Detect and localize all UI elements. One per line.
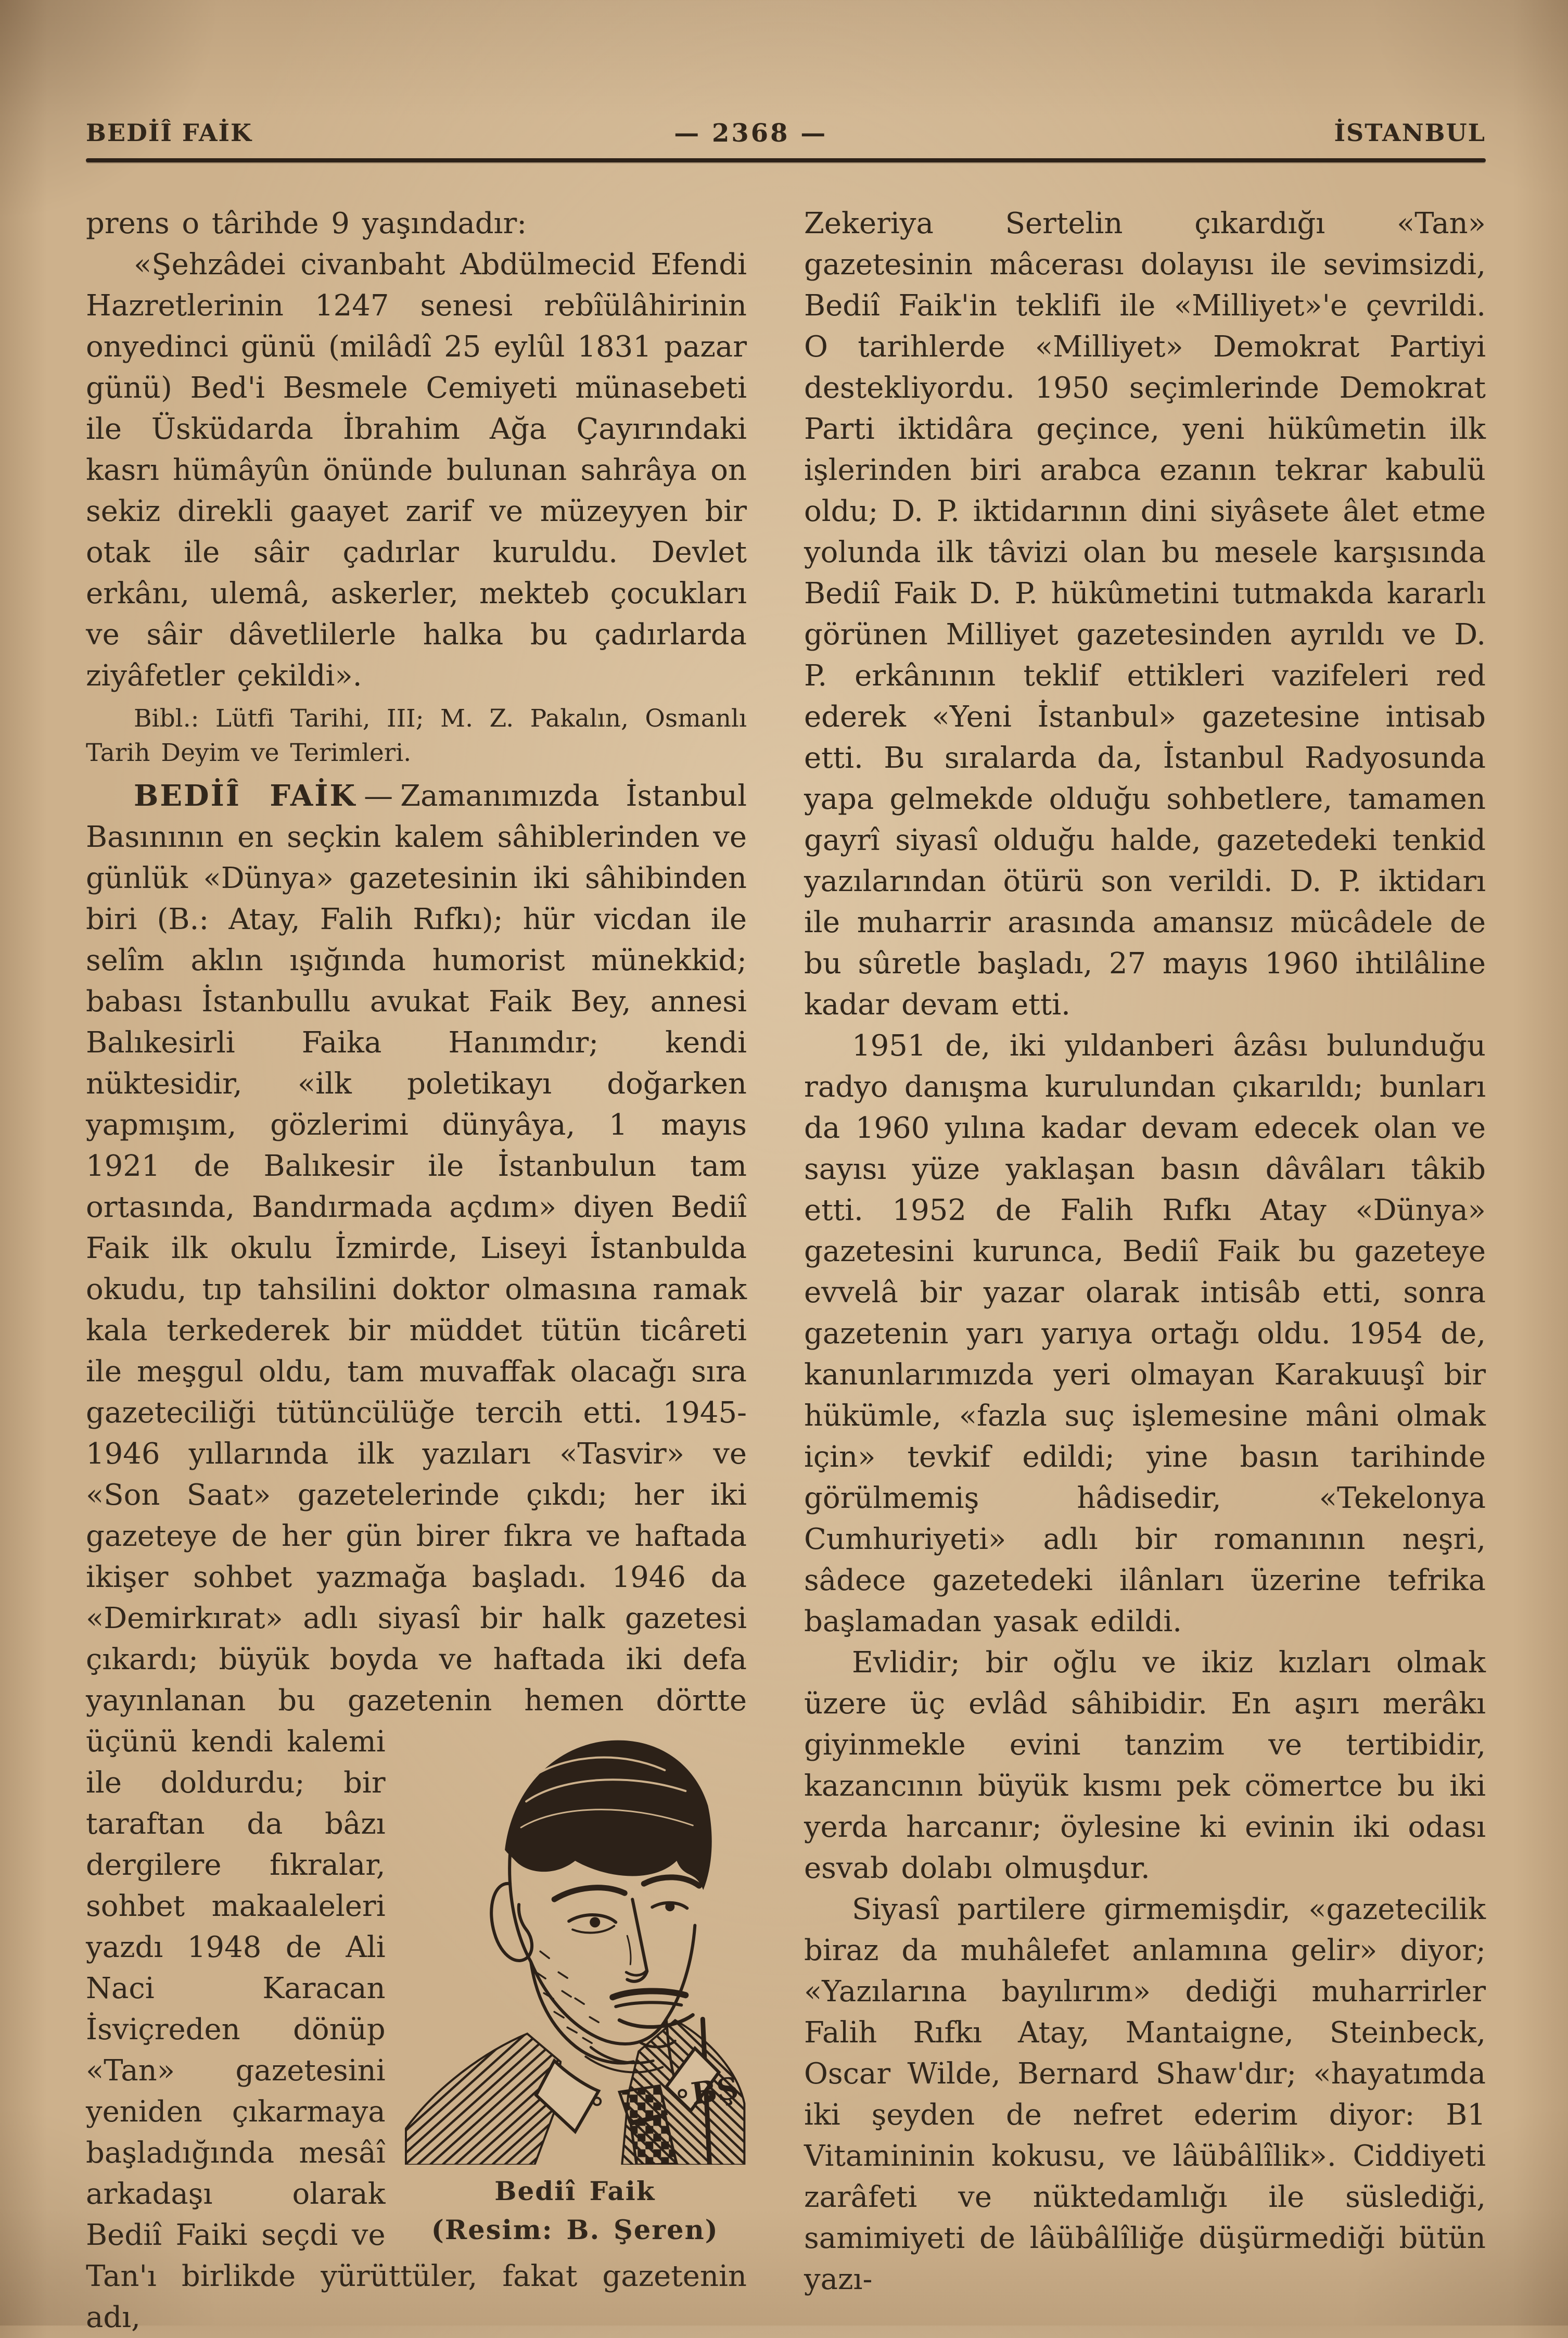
entry-dash: —	[364, 779, 393, 813]
entry-text-part2: kendi kalemi ile doldurdu; bir taraftan da bâzı dergilere fıkralar, sohbet makaaleleri yazdı 1948 de Ali Naci Karacan İsviçreden dönüp «Tan» gazetesini yeniden çıkarmaya başladığında mesâî arkadaşı olarak Bediî Faiki seçdi ve Tan'ı birlikde yürüttüler, fakat gazetenin adı,	[86, 1725, 747, 2334]
paragraph: Siyasî partilere girmemişdir, «gazetecilik biraz da muhâlefet anlamına gelir» diyor; «Yazılarına bayılırım» dediği muharrirler Falih Rıfkı Atay, Mantaigne, Steinbeck, Oscar Wilde, Bernard Shaw'dır; «hayatımda iki şeyden de nefret ederim diyor: B1 Vitamininin kokusu, ve lâübâlîlik». Ciddiyeti zarâfeti ve nüktedamlığı ile süslediği, samimiyeti de lâübâlîliğe düşürmediği bütün yazı-	[804, 1892, 1486, 2296]
column-left	[86, 203, 747, 2338]
paragraph: 1951 de, iki yıldanberi âzâsı bulunduğu radyo danışma kurulundan çıkarıldı; bunları da 1960 yılına kadar devam edecek olan ve sayısı yüze yaklaşan basın dâvâları tâkib etti. 1952 de Falih Rıfkı Atay «Dünya» gazetesini kurunca, Bediî Faik bu gazeteye evvelâ bir yazar olarak intisâb etti, sonra gazetenin yarı yarıya ortağı oldu. 1954 de, kanunlarımızda yeri olmayan Karakuuşî bir hükümle, «fazla suç işlemesine mâni olmak için» tevkif edildi; yine basın tarihinde görülmemiş hâdisedir, «Tekelonya Cumhuriyeti» adlı bir romanının neşri, sâdece gazetedeki ilânları üzerine tefrika başlamadan yasak edildi.	[804, 1029, 1486, 1638]
page-number: — 2368 —	[674, 119, 828, 148]
entry-heading: BEDİÎ FAİK	[134, 779, 357, 813]
figure-caption-name: Bediî Faik	[494, 2176, 656, 2207]
page-header	[86, 119, 1486, 152]
header-volume-title: İSTANBUL	[1334, 119, 1486, 147]
header-entry-title: BEDİÎ FAİK	[86, 119, 253, 147]
page-content	[86, 119, 1486, 2338]
column-right	[804, 203, 1486, 2338]
paragraph: Zekeriya Sertelin çıkardığı «Tan» gazetesinin mâcerası dolayısı ile sevimsizdi, Bediî Faik'in teklifi ile «Milliyet»'e çevrildi. O tarihlerde «Milliyet» Demokrat Partiyi destekliyordu. 1950 seçimlerinde Demokrat Parti iktidâra geçince, yeni hükûmetin ilk işlerinden biri arabca ezanın tekrar kabulü oldu; D. P. iktidarının dini siyâsete âlet etme yolunda ilk tâvizi olan bu mesele karşısında Bediî Faik D. P. hükûmetini tutmakda kararlı görünen Milliyet gazetesinden ayrıldı ve D. P. erkânının teklif ettikleri vazifeleri red ederek «Yeni İstanbul» gazetesine intisab etti. Bu sıralarda da, İstanbul Radyosunda yapa gelmekde olduğu sohbetlere, tamamen gayrî siyasî olduğu halde, gazetedeki tenkid yazılarından ötürü son verildi. D. P. iktidarı ile muharrir arasında amansız mücâdele de bu sûretle başladı, 27 mayıs 1960 ihtilâline kadar devam etti.	[804, 207, 1486, 1022]
header-divider-rule	[86, 158, 1486, 162]
entry-paragraph	[86, 776, 747, 2338]
figure-caption-credit: (Resim: B. Şeren)	[431, 2215, 719, 2246]
bibliography-paragraph: Bibl.: Lütfi Tarihi, III; M. Z. Pakalın, Osmanlı Tarih Deyim ve Terimleri.	[86, 704, 747, 767]
entry-text-part1: Zamanımızda İstanbul Basınının en seçkin kalem sâhiblerinden ve günlük «Dünya» gazetesinin iki sâhibinden biri (B.: Atay, Falih Rıfkı); hür vicdan ile selîm aklın ışığında humorist münekkid; babası İstanbullu avukat Faik Bey, annesi Balıkesirli Faika Hanımdır; kendi nüktesidir, «ilk poletikayı doğarken yapmışım, gözlerimi dünyâya, 1 mayıs 1921 de Balıkesir ile İstanbulun tam ortasında, Bandırmada açdım» diyen Bediî Faik ilk okulu İzmirde, Liseyi İstanbulda okudu, tıp tahsilini doktor olmasına ramak kala terkederek bir müddet tütün ticâreti ile meşgul oldu, tam muvaffak olacağı sıra gazeteciliği tütüncülüğe tercih etti. 1945-1946 yıllarında ilk yazıları «Tasvir» ve «Son Saat» gazetelerinde çıkdı; her iki gazeteye de her gün birer fıkra ve haftada ikişer sohbet yazmağa başladı. 1946 da «Demirkırat» adlı siyasî bir halk gazetesi çıkardı; büyük boyda ve haftada iki defa yayınlanan bu gazetenin hemen dörtte üçünü	[86, 779, 747, 1759]
text-columns	[86, 203, 1486, 2338]
quote-paragraph: «Şehzâdei civanbaht Abdülmecid Efendi Hazretlerinin 1247 senesi rebîülâhirinin onyedinci günü (milâdî 25 eylûl 1831 pazar günü) Bed'i Besmele Cemiyeti münasebeti ile Üsküdarda İbrahim Ağa Çayırındaki kasrı hümâyûn önünde bulunan sahrâya on sekiz direkli gaayet zarif ve müzeyyen bir otak ile sâir çadırlar kuruldu. Devlet erkânı, ulemâ, askerler, mekteb çocukları ve sâir dâvetlilerle halka bu çadırlarda ziyâfetler çekildi».	[86, 248, 747, 693]
artist-signature: BŞ	[689, 2070, 741, 2112]
portrait-figure	[403, 1727, 747, 2246]
continuation-paragraph: prens o târihde 9 yaşındadır:	[86, 207, 527, 240]
portrait-illustration	[403, 1727, 747, 2165]
paragraph: Evlidir; bir oğlu ve ikiz kızları olmak üzere üç evlâd sâhibidir. En aşırı merâkı giyinmekle evini tanzim ve tertibidir, kazancının büyük kısmı pek cömertce bu iki yerda harcanır; öylesine ki evinin iki odası esvab dolabı olmuşdur.	[804, 1646, 1486, 1885]
